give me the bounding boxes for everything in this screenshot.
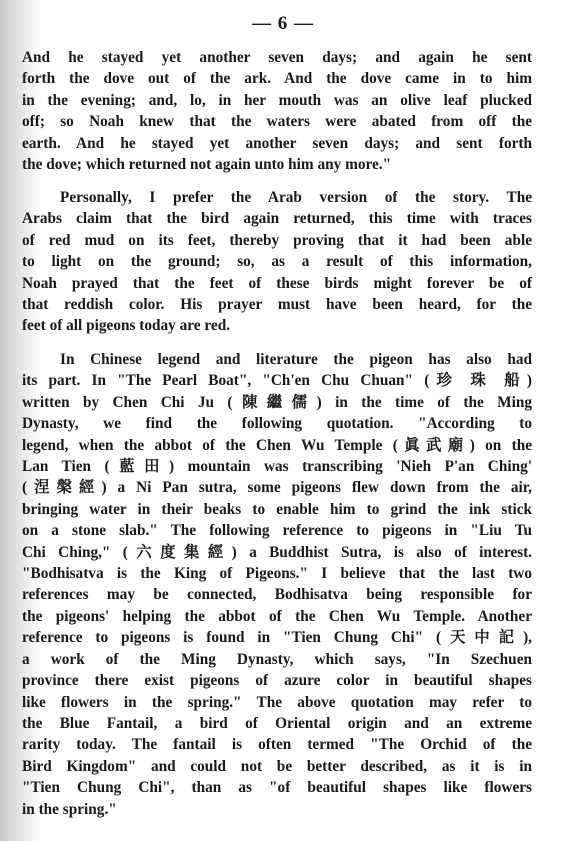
- text-line: And he stayed yet another seven days; and again he sent: [22, 49, 532, 66]
- text-line: in the spring.": [22, 800, 117, 818]
- text-line: references may be connected, Bodhisatva being responsible for: [22, 586, 532, 604]
- text-line: in the evening; and, lo, in her mouth was an olive leaf plucked: [22, 91, 532, 109]
- text-line: Noah prayed that the feet of these birds might forever be of: [22, 274, 532, 292]
- text-line: the dove; which returned not again unto him any more.": [22, 156, 392, 174]
- text-line: of red mud on its feet, thereby proving that it had been able: [22, 231, 532, 249]
- text-line: "Bodhisatva is the King of Pigeons." I believe that the last two: [22, 565, 532, 583]
- text-line: its part. In "The Pearl Boat", "Ch'en Chu Chuan" (珍 珠 船): [22, 372, 532, 390]
- text-line: legend, when the abbot of the Chen Wu Temple (眞武廟) on the: [22, 436, 532, 454]
- text-line: "Tien Chung Chi", than as "of beautiful shapes like flowers: [22, 779, 532, 797]
- text-line: written by Chen Chi Ju (陳繼儒) in the time of the Ming: [22, 393, 532, 411]
- text-line: Personally, I prefer the Arab version of the story. The: [60, 189, 532, 206]
- text-line: to light on the ground; so, as a result of this information,: [22, 253, 532, 271]
- text-line: the pigeons' helping the abbot of the Chen Wu Temple. Another: [22, 607, 532, 625]
- text-line: In Chinese legend and literature the pigeon has also had: [60, 351, 532, 368]
- text-line: off; so Noah knew that the waters were abated from off the: [22, 113, 532, 131]
- text-line: rarity today. The fantail is often termed "The Orchid of the: [22, 736, 532, 754]
- text-line: province there exist pigeons of azure color in beautiful shapes: [22, 672, 532, 690]
- text-line: Chi Ching," (六度集經) a Buddhist Sutra, is also of interest.: [22, 543, 532, 561]
- text-line: bringing water in their beaks to enable him to grind the ink stick: [22, 500, 532, 518]
- text-line: Lan Tien (藍田) mountain was transcribing 'Nieh P'an Ching': [22, 458, 532, 476]
- text-line: that reddish color. His prayer must have been heard, for the: [22, 296, 532, 314]
- paragraph-arab-version: [22, 187, 532, 337]
- text-line: like flowers in the spring." The above quotation may refer to: [22, 693, 532, 711]
- text-line: feet of all pigeons today are red.: [22, 317, 231, 335]
- text-line: (涅槃經) a Ni Pan sutra, some pigeons flew down from the air,: [22, 479, 532, 497]
- text-line: Dynasty, we find the following quotation. "According to: [22, 415, 532, 433]
- text-line: reference to pigeons is found in "Tien Chung Chi" (天中記),: [22, 629, 532, 647]
- paragraph-chinese-legend: [22, 349, 532, 820]
- page-number: — 6 —: [252, 13, 314, 34]
- paragraph-quote-noah: [22, 47, 532, 175]
- text-line: a work of the Ming Dynasty, which says, "In Szechuen: [22, 650, 532, 668]
- text-line: earth. And he stayed yet another seven days; and sent forth: [22, 134, 532, 152]
- text-line: Arabs claim that the bird again returned, this time with traces: [22, 210, 532, 228]
- text-line: forth the dove out of the ark. And the dove came in to him: [22, 70, 532, 88]
- text-line: Bird Kingdom" and could not be better described, as it is in: [22, 757, 532, 775]
- text-line: on a stone slab." The following reference to pigeons in "Liu Tu: [22, 522, 532, 540]
- text-line: the Blue Fantail, a bird of Oriental origin and an extreme: [22, 714, 532, 732]
